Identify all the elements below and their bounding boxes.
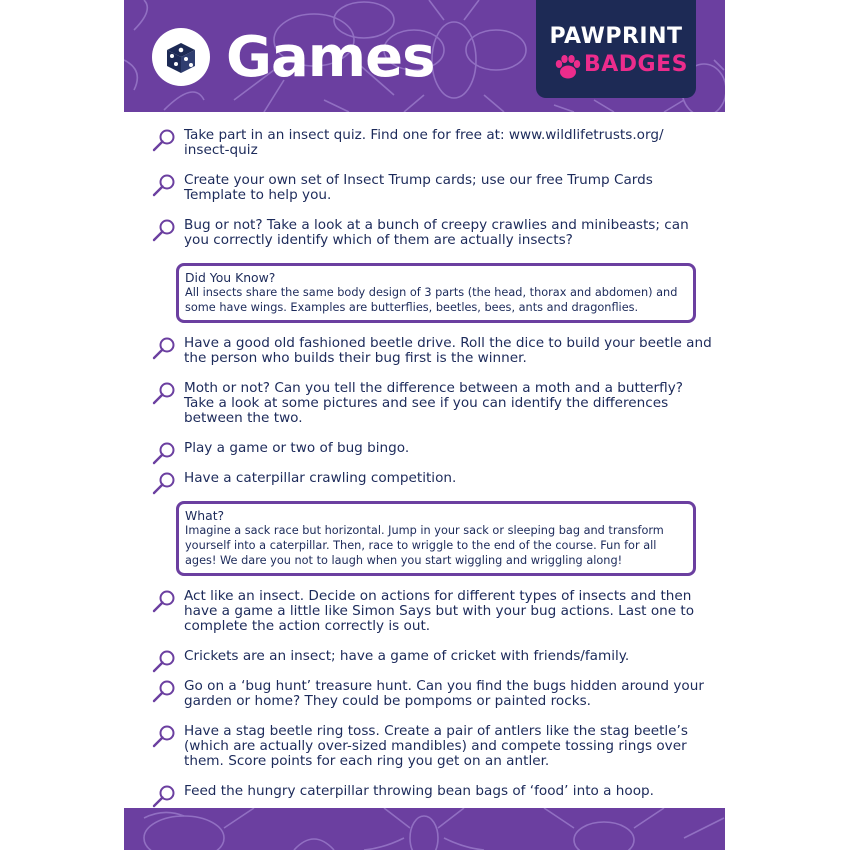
list-item-text: Play a game or two of bug bingo. — [184, 440, 410, 456]
list-item-text: Bug or not? Take a look at a bunch of creepy crawlies and minibeasts; can you correctly identify which of them are actually insects? — [184, 217, 689, 248]
insect-pattern-decoration — [124, 808, 725, 850]
list-item-text: Have a stag beetle ring toss. Create a pair of antlers like the stag beetle’s (which are actually over-sized mandibles) and compete tossing rings over them. Score points for each ring you get on an antler. — [184, 723, 688, 769]
box-text: Imagine a sack race but horizontal. Jump in your sack or sleeping bag and transform yourself into a caterpillar. Then, race to wriggle to the end of the course. Fun for all ages! We dare you not to laugh when you start wiggling and wriggling along! — [185, 524, 664, 567]
pawprint-badges-logo — [536, 0, 696, 98]
page — [124, 0, 725, 850]
magnifying-glass-icon — [152, 381, 176, 405]
what-box — [176, 501, 696, 576]
magnifying-glass-icon — [152, 679, 176, 703]
list-item — [152, 128, 712, 158]
list-item — [152, 336, 712, 366]
list-item-text: Act like an insect. Decide on actions for different types of insects and then have a game a little like Simon Says but with your bug actions. Last one to complete the action correctly is out. — [184, 588, 695, 634]
magnifying-glass-icon — [152, 173, 176, 197]
list-item — [152, 173, 712, 203]
list-item-text: Moth or not? Can you tell the difference between a moth and a butterfly? Take a look at some pictures and see if you can identify the differences between the two. — [184, 380, 683, 426]
magnifying-glass-icon — [152, 724, 176, 748]
list-item — [152, 679, 712, 709]
list-item — [152, 471, 712, 486]
magnifying-glass-icon — [152, 471, 176, 495]
list-item-text: Have a caterpillar crawling competition. — [184, 470, 457, 486]
paw-icon — [554, 54, 582, 80]
activity-list — [152, 128, 712, 814]
list-item — [152, 589, 712, 634]
box-title: What? — [185, 508, 225, 523]
list-item-text: Have a good old fashioned beetle drive. Roll the dice to build your beetle and the person who builds their bug first is the winner. — [184, 335, 712, 366]
list-item — [152, 784, 712, 799]
magnifying-glass-icon — [152, 441, 176, 465]
box-title: Did You Know? — [185, 270, 276, 285]
list-item — [152, 441, 712, 456]
magnifying-glass-icon — [152, 649, 176, 673]
list-item — [152, 218, 712, 248]
magnifying-glass-icon — [152, 218, 176, 242]
list-item-text: Feed the hungry caterpillar throwing bean bags of ‘food’ into a hoop. — [184, 783, 655, 799]
list-item — [152, 381, 712, 426]
list-item-text: Create your own set of Insect Trump cards; use our free Trump Cards Template to help you. — [184, 172, 653, 203]
logo-text-top: PAWPRINT — [549, 24, 683, 49]
magnifying-glass-icon — [152, 128, 176, 152]
logo-text-bottom: BADGES — [584, 52, 688, 77]
list-item-text: Crickets are an insect; have a game of cricket with friends/family. — [184, 648, 630, 664]
list-item-text: Take part in an insect quiz. Find one for free at: www.wildlifetrusts.org/ insect-quiz — [184, 127, 664, 158]
list-item — [152, 724, 712, 769]
box-text: All insects share the same body design of 3 parts (the head, thorax and abdomen) and some have wings. Examples are butterflies, beetles, bees, ants and dragonflies. — [185, 286, 678, 314]
did-you-know-box — [176, 263, 696, 323]
dice-icon — [152, 28, 210, 86]
list-item-text: Go on a ‘bug hunt’ treasure hunt. Can you find the bugs hidden around your garden or home? They could be pompoms or painted rocks. — [184, 678, 704, 709]
magnifying-glass-icon — [152, 589, 176, 613]
page-title: Games — [226, 25, 435, 90]
magnifying-glass-icon — [152, 784, 176, 808]
magnifying-glass-icon — [152, 336, 176, 360]
list-item — [152, 649, 712, 664]
header-banner — [124, 0, 725, 112]
footer-banner — [124, 808, 725, 850]
